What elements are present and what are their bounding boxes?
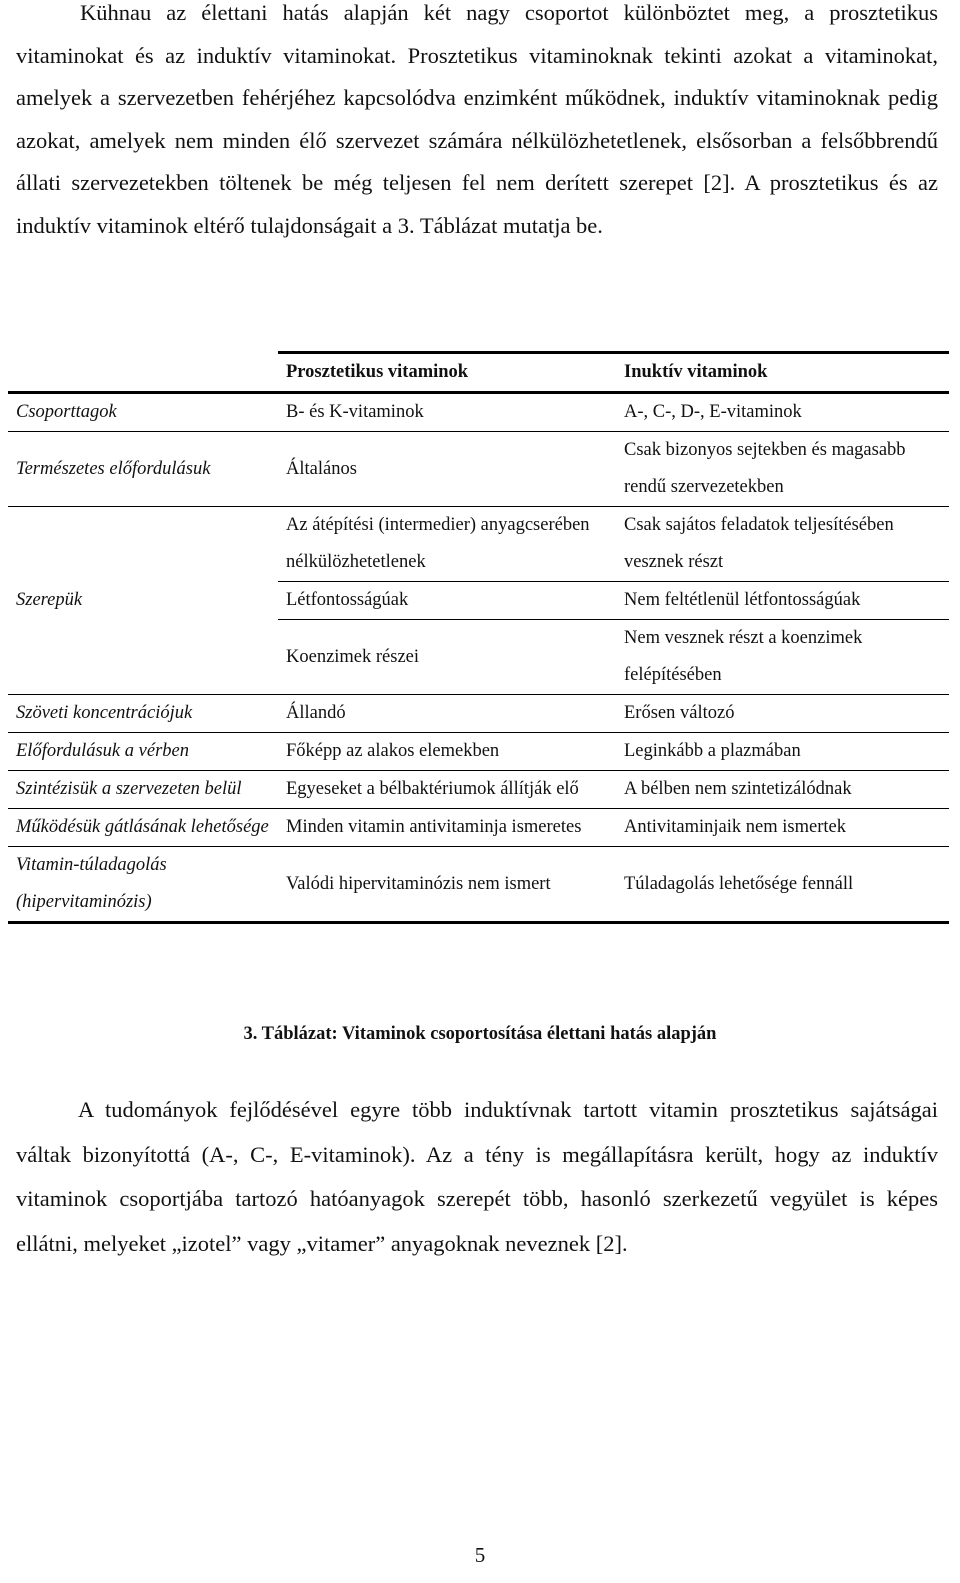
row-prosthetic: Az átépítési (intermedier) anyagcserében nélkülözhetetlenek bbox=[278, 507, 616, 582]
table-header-row bbox=[8, 353, 949, 393]
second-paragraph bbox=[16, 1088, 938, 1266]
row-prosthetic: Állandó bbox=[278, 695, 616, 733]
header-inductive: Inuktív vitaminok bbox=[616, 353, 949, 393]
row-prosthetic: Minden vitamin antivitaminja ismeretes bbox=[278, 809, 616, 847]
page-number: 5 bbox=[474, 1543, 486, 1567]
intro-paragraph-text: Kühnau az élettani hatás alapján két nagy csoportot különböztet meg, a prosztetikus vitaminokat és az induktív vitaminokat. Prosztetikus vitaminoknak tekinti azokat a vitaminokat, amelyek a szervezetben fehérjéhez kapcsolódva enzimként működnek, induktív vitaminoknak pedig azokat, amelyek nem minden élő szervezet számára nélkülözhetetlenek, elsősorban a felsőbbrendű állati szervezetekben töltenek be még teljesen fel nem derített szerepet [2]. A prosztetikus és az induktív vitaminok eltérő tulajdonságait a 3. Táblázat mutatja be. bbox=[16, 0, 938, 238]
table-row bbox=[8, 809, 949, 847]
row-prosthetic: Főképp az alakos elemekben bbox=[278, 733, 616, 771]
row-prosthetic: Létfontosságúak bbox=[278, 582, 616, 620]
row-prosthetic: Koenzimek részei bbox=[278, 620, 616, 695]
row-inductive: Csak bizonyos sejtekben és magasabb rendű szervezetekben bbox=[616, 432, 949, 507]
row-prosthetic: Egyeseket a bélbaktériumok állítják elő bbox=[278, 771, 616, 809]
row-category: Természetes előfordulásuk bbox=[8, 432, 278, 507]
row-inductive: Nem vesznek részt a koenzimek felépítésében bbox=[616, 620, 949, 695]
header-prosthetic: Prosztetikus vitaminok bbox=[278, 353, 616, 393]
table-row bbox=[8, 507, 949, 582]
table-row bbox=[8, 432, 949, 507]
row-inductive: Csak sajátos feladatok teljesítésében vesznek részt bbox=[616, 507, 949, 582]
row-inductive: A-, C-, D-, E-vitaminok bbox=[616, 393, 949, 432]
second-paragraph-text: A tudományok fejlődésével egyre több induktívnak tartott vitamin prosztetikus sajátságai váltak bizonyítottá (A-, C-, E-vitaminok). Az a tény is megállapításra került, hogy az induktív vitaminok csoportjába tartozó hatóanyagok szerepét több, hasonló szerkezetű vegyület is képes ellátni, melyeket „izotel” vagy „vitamer” anyagoknak neveznek [2]. bbox=[16, 1097, 938, 1256]
table-row bbox=[8, 695, 949, 733]
row-category: Szintézisük a szervezeten belül bbox=[8, 771, 278, 809]
row-inductive: A bélben nem szintetizálódnak bbox=[616, 771, 949, 809]
row-inductive: Leginkább a plazmában bbox=[616, 733, 949, 771]
row-inductive: Túladagolás lehetősége fennáll bbox=[616, 847, 949, 923]
row-category: Szerepük bbox=[8, 507, 278, 695]
header-empty bbox=[8, 353, 278, 393]
table-row bbox=[8, 393, 949, 432]
table-caption: 3. Táblázat: Vitaminok csoportosítása élettani hatás alapján bbox=[243, 1024, 717, 1044]
intro-paragraph bbox=[16, 0, 938, 247]
table-row bbox=[8, 771, 949, 809]
table-row bbox=[8, 733, 949, 771]
vitamin-classification-table bbox=[8, 351, 949, 924]
row-category: Előfordulásuk a vérben bbox=[8, 733, 278, 771]
row-category: Szöveti koncentrációjuk bbox=[8, 695, 278, 733]
row-category: Csoporttagok bbox=[8, 393, 278, 432]
row-inductive: Erősen változó bbox=[616, 695, 949, 733]
row-inductive: Nem feltétlenül létfontosságúak bbox=[616, 582, 949, 620]
row-prosthetic: B- és K-vitaminok bbox=[278, 393, 616, 432]
row-category: Működésük gátlásának lehetősége bbox=[8, 809, 278, 847]
table-row bbox=[8, 847, 949, 923]
row-inductive: Antivitaminjaik nem ismertek bbox=[616, 809, 949, 847]
row-category: Vitamin-túladagolás (hipervitaminózis) bbox=[8, 847, 278, 923]
row-prosthetic: Általános bbox=[278, 432, 616, 507]
row-prosthetic: Valódi hipervitaminózis nem ismert bbox=[278, 847, 616, 923]
